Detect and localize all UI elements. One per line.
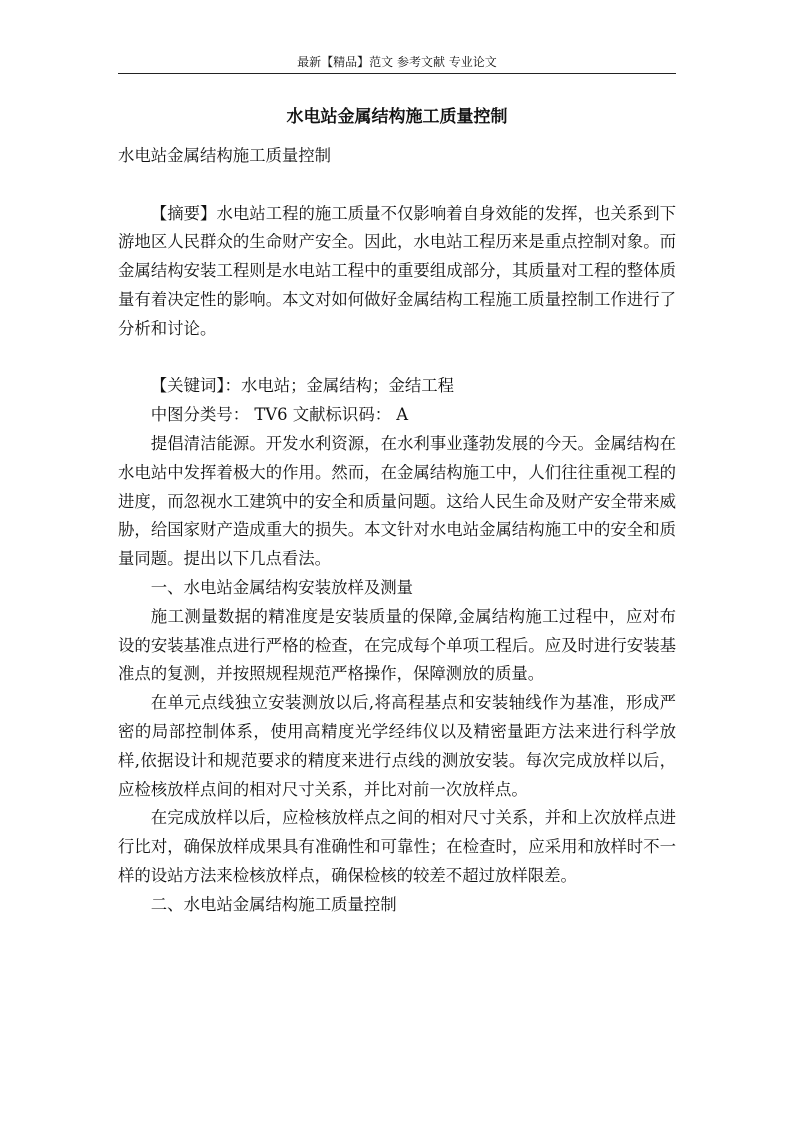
abstract-paragraph: 【摘要】水电站工程的施工质量不仅影响着自身效能的发挥，也关系到下游地区人民群众的生命财产安全。因此，水电站工程历来是重点控制对象。而金属结构安装工程则是水电站工程中的重要组成部分，其质量对工程的整体质量有着决定性的影响。本文对如何做好金属结构工程施工质量控制工作进行了分析和讨论。 [118, 203, 676, 338]
body-paragraph: 在单元点线独立安装测放以后,将高程基点和安装轴线作为基准，形成严密的局部控制体系，使用高精度光学经纬仪以及精密量距方法来进行科学放样,依据设计和规范要求的精度来进行点线的测放安装。每次完成放样以后，应检核放样点间的相对尺寸关系，并比对前一次放样点。 [118, 693, 676, 799]
section-heading: 一、水电站金属结构安装放样及测量 [150, 577, 414, 597]
classification-line: 中图分类号： TV6 文献标识码： A [150, 405, 409, 425]
page-header: 最新【精品】范文 参考文献 专业论文 [297, 55, 497, 69]
document-body [118, 142, 676, 920]
body-paragraph: 提倡清洁能源。开发水利资源，在水利事业蓬勃发展的今天。金属结构在水电站中发挥着极大的作用。然而，在金属结构施工中，人们往往重视工程的进度，而忽视水工建筑中的安全和质量问题。这给人民生命及财产安全带来威胁，给国家财产造成重大的损失。本文针对水电站金属结构施工中的安全和质量同题。提出以下几点看法。 [118, 433, 676, 569]
section-heading: 二、水电站金属结构施工质量控制 [150, 894, 397, 914]
document-title: 水电站金属结构施工质量控制 [286, 107, 508, 127]
keywords-line: 【关键词】：水电站；金属结构；金结工程 [150, 376, 455, 396]
spacer [118, 344, 676, 373]
header-divider [118, 73, 676, 74]
body-paragraph: 施工测量数据的精准度是安装质量的保障,金属结构施工过程中，应对布设的安装基准点进行严格的检查，在完成每个单项工程后。应及时进行安装基准点的复测，并按照规程规范严格操作，保障测放的质量。 [118, 606, 676, 684]
document-subtitle: 水电站金属结构施工质量控制 [118, 146, 332, 165]
body-paragraph: 在完成放样以后，应检核放样点之间的相对尺寸关系，并和上次放样点进行比对，确保放样成果具有准确性和可靠性；在检查时，应采用和放样时不一样的设站方法来检核放样点，确保检核的较差不超过放样限差。 [118, 808, 676, 885]
spacer [118, 171, 676, 200]
